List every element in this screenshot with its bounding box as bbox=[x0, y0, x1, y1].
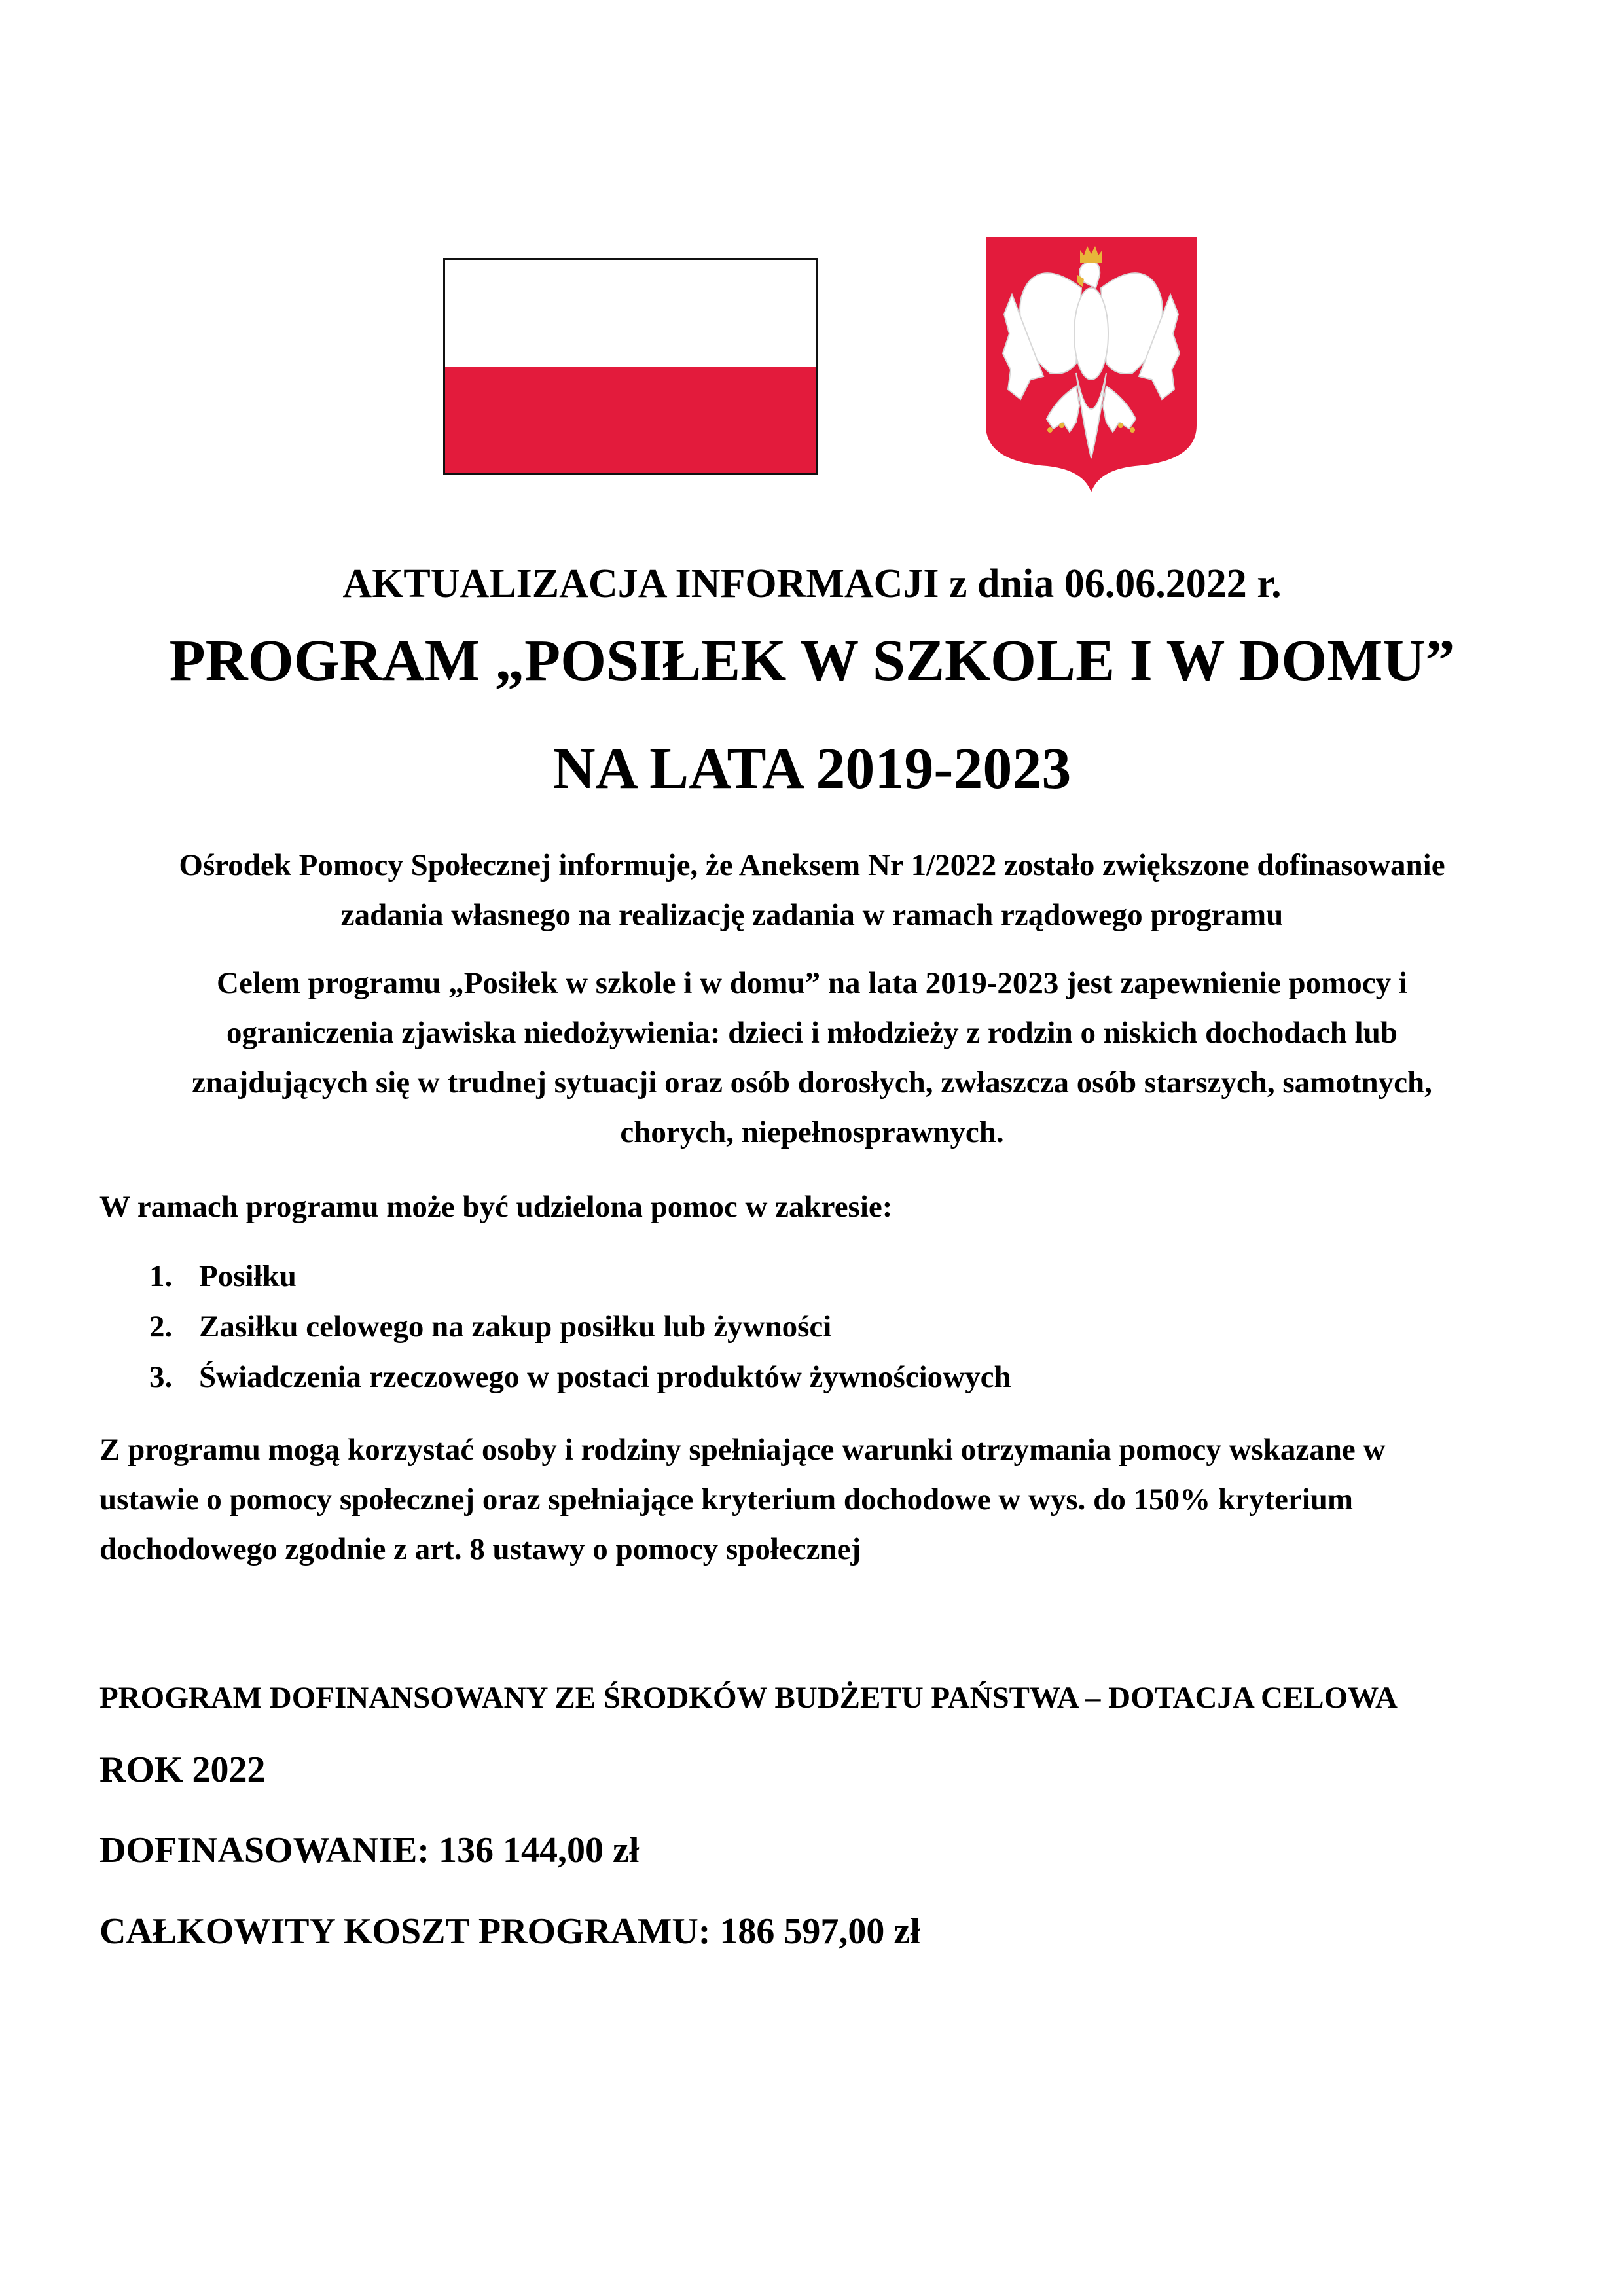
list-number: 1. bbox=[149, 1259, 173, 1293]
goal-line: chorych, niepełnosprawnych. bbox=[620, 1115, 1004, 1149]
flag-red-stripe bbox=[445, 367, 816, 473]
list-item bbox=[149, 1352, 1011, 1403]
conditions-line: Z programu mogą korzystać osoby i rodziny spełniające warunki otrzymania pomocy wskazane w bbox=[99, 1433, 1386, 1467]
list-text: Posiłku bbox=[199, 1259, 297, 1293]
intro-paragraph bbox=[0, 840, 1624, 940]
funding-heading: PROGRAM DOFINANSOWANY ZE ŚRODKÓW BUDŻETU PAŃSTWA – DOTACJA CELOWA bbox=[99, 1681, 1398, 1715]
list-item bbox=[149, 1302, 1011, 1352]
list-number: 3. bbox=[149, 1360, 173, 1394]
program-title: PROGRAM „POSIŁEK W SZKOLE I W DOMU” bbox=[169, 628, 1455, 693]
polish-flag bbox=[443, 258, 818, 475]
polish-coat-of-arms-icon bbox=[984, 236, 1198, 493]
goal-line: ograniczenia zjawiska niedożywienia: dzieci i młodzieży z rodzin o niskich dochodach lub bbox=[226, 1016, 1398, 1050]
list-text: Zasiłku celowego na zakup posiłku lub żywności bbox=[199, 1310, 832, 1344]
goal-line: znajdujących się w trudnej sytuacji oraz osób dorosłych, zwłaszcza osób starszych, samotnych, bbox=[192, 1066, 1432, 1100]
conditions-line: dochodowego zgodnie z art. 8 ustawy o pomocy społecznej bbox=[99, 1532, 861, 1566]
intro-line: zadania własnego na realizację zadania w ramach rządowego programu bbox=[340, 898, 1284, 932]
flag-white-stripe bbox=[445, 260, 816, 367]
cofinancing-amount: DOFINASOWANIE: 136 144,00 zł bbox=[99, 1830, 640, 1871]
goal-line: Celem programu „Posiłek w szkole i w domu” na lata 2019-2023 jest zapewnienie pomocy i bbox=[217, 966, 1407, 1000]
update-heading: AKTUALIZACJA INFORMACJI z dnia 06.06.2022 r. bbox=[342, 562, 1282, 606]
funding-year: ROK 2022 bbox=[99, 1749, 266, 1790]
program-years: NA LATA 2019-2023 bbox=[552, 736, 1072, 801]
total-cost: CAŁKOWITY KOSZT PROGRAMU: 186 597,00 zł bbox=[99, 1911, 920, 1952]
list-number: 2. bbox=[149, 1310, 173, 1344]
list-item bbox=[149, 1251, 1011, 1302]
intro-line: Ośrodek Pomocy Społecznej informuje, że Aneksem Nr 1/2022 zostało zwiększone dofinasowanie bbox=[179, 848, 1445, 882]
conditions-line: ustawie o pomocy społecznej oraz spełniające kryterium dochodowe w wys. do 150% kryterium bbox=[99, 1482, 1354, 1516]
scope-list bbox=[149, 1251, 1011, 1403]
goal-paragraph bbox=[0, 958, 1624, 1157]
list-text: Świadczenia rzeczowego w postaci produktów żywnościowych bbox=[199, 1360, 1011, 1394]
scope-intro: W ramach programu może być udzielona pomoc w zakresie: bbox=[99, 1190, 893, 1224]
conditions-paragraph bbox=[99, 1425, 1540, 1574]
